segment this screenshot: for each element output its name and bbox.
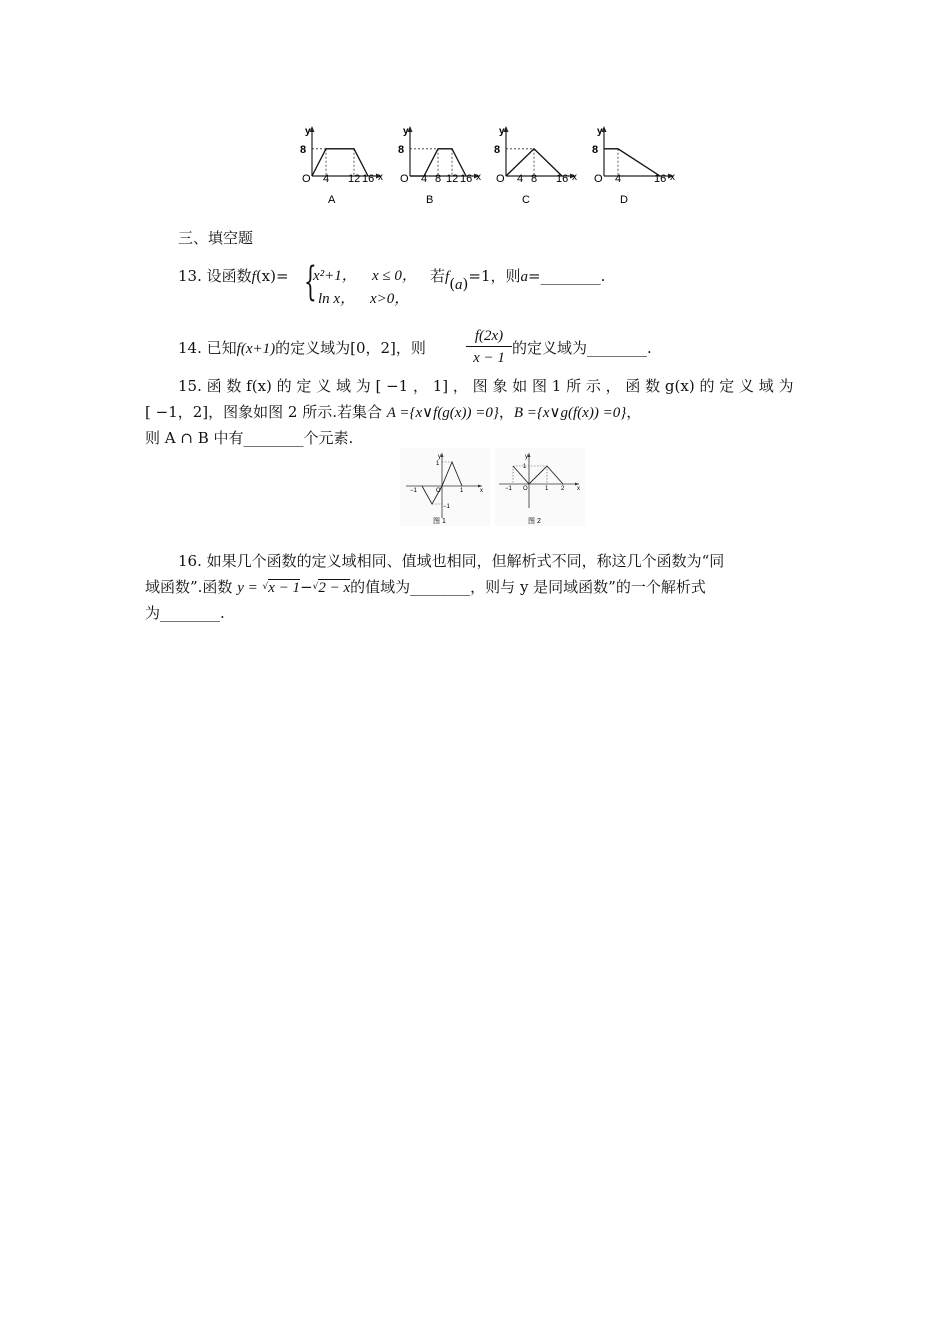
q14-pre: 已知 <box>206 339 237 357</box>
q16-root-index-2: √ <box>312 582 319 592</box>
q13-f2: f <box>445 269 450 285</box>
q15-end: ， <box>626 403 642 421</box>
q13-eq: = <box>276 267 289 285</box>
origin-label: O <box>496 173 505 185</box>
fig1-tick-neg1: −1 <box>410 488 417 494</box>
q13-blank: =________. <box>528 267 606 285</box>
fig2-tick-1: 1 <box>545 486 549 492</box>
q15-figure-2 <box>495 448 585 526</box>
q15-figure-1 <box>400 448 490 526</box>
y-label: y <box>305 126 311 137</box>
x-tick-4: 4 <box>421 173 428 185</box>
fig1-x-label: x <box>480 488 483 494</box>
option-label: C <box>522 194 530 206</box>
y-label: y <box>499 126 505 137</box>
x-tick-4: 4 <box>615 173 622 185</box>
q13-case2-expr: ln x， <box>318 291 356 307</box>
q16-line1: 16. 如果几个函数的定义域相同、值域也相同，但解析式不同，称这几个函数为“同 <box>178 552 725 570</box>
x-label: x <box>378 172 383 183</box>
q14-frac-num: f(2x) <box>466 326 512 347</box>
fig1-caption: 图 1 <box>433 518 446 525</box>
q14-mid1: 的定义域为 <box>275 339 351 357</box>
q13-mid: 若 <box>430 267 446 285</box>
option-label: D <box>620 194 628 206</box>
q14-stem <box>178 338 426 359</box>
q13-stem <box>178 266 289 287</box>
q14-interval: [0，2] <box>350 339 396 357</box>
graph-option-c <box>494 126 577 206</box>
fig2-ytick-1: 1 <box>523 464 527 470</box>
fig1-ytick-neg1: −1 <box>443 504 450 510</box>
q13-case1-expr: x²+1， <box>313 268 357 284</box>
y-tick-8: 8 <box>592 143 599 156</box>
q15-line3: 则 A ∩ B 中有________个元素. <box>145 429 354 447</box>
origin-label: O <box>594 173 603 185</box>
q16-root2: 2 − x <box>318 580 351 596</box>
q16-minus: − <box>300 578 313 596</box>
fig2-tick-2: 2 <box>561 486 565 492</box>
x-tick-4: 4 <box>323 173 330 185</box>
fig1-tick-1: 1 <box>460 488 464 494</box>
x-tick-8: 8 <box>435 173 442 185</box>
graph-curve <box>312 149 368 176</box>
q14-frac-den: x − 1 <box>473 350 505 366</box>
q14-mid2: ，则 <box>395 339 426 357</box>
fig2-origin: O <box>523 486 528 492</box>
fig2-x-label: x <box>577 486 580 492</box>
q13-arg: (x) <box>255 267 276 285</box>
q15-line2 <box>145 402 641 423</box>
q16-root-index-1: √ <box>262 582 269 592</box>
graph-curve <box>604 149 660 176</box>
q14-fraction <box>466 326 512 369</box>
q13-case2-cond: x>0， <box>370 291 410 307</box>
option-label: B <box>426 194 434 206</box>
q14-fx1: f(x+1) <box>236 341 276 357</box>
y-tick-8: 8 <box>494 143 501 156</box>
q16-line2 <box>145 577 706 598</box>
section-title: 三、填空题 <box>178 229 254 247</box>
x-tick-12: 12 <box>446 173 459 185</box>
q13-a: a <box>455 277 463 293</box>
q16-line2-post: 的值域为________，则与 y 是同域函数”的一个解析式 <box>350 578 706 596</box>
fig1-y-label: y <box>438 454 441 460</box>
q13-eq1: =1，则 <box>468 267 521 285</box>
q15-setB: B ={x∨g(f(x)) =0} <box>513 405 627 421</box>
q16-line2-pre: 域函数”.函数 <box>145 578 233 596</box>
x-label: x <box>670 172 675 183</box>
x-tick-16: 16 <box>460 173 473 185</box>
x-tick-12: 12 <box>348 173 361 185</box>
q15-comma: ， <box>498 403 514 421</box>
fig1-origin: O <box>436 488 441 494</box>
y-label: y <box>597 126 603 137</box>
x-label: x <box>476 172 481 183</box>
q13-number: 13. <box>178 267 202 285</box>
q13-tail: 若f(a)=1，则a=________. <box>430 267 606 293</box>
x-tick-4: 4 <box>517 173 524 185</box>
q13-brace: { <box>304 259 317 305</box>
y-label: y <box>403 126 409 137</box>
q14-number: 14. <box>178 339 202 357</box>
q14-tail: 的定义域为________. <box>512 339 652 357</box>
q13-avar: a <box>520 269 529 285</box>
x-tick-16: 16 <box>362 173 375 185</box>
fig2-tick-neg1: −1 <box>505 486 512 492</box>
x-label: x <box>572 172 577 183</box>
y-tick-8: 8 <box>398 143 405 156</box>
q15-line1: 15. 函 数 f(x) 的 定 义 域 为 [ −1 ， 1] ， 图 象 如 图 1 所 示 ， 函 数 g(x) 的 定 义 域 为 <box>178 377 794 395</box>
x-tick-16: 16 <box>556 173 569 185</box>
q15-setA: A ={x∨f(g(x)) =0} <box>386 405 499 421</box>
q13-case1-cond: x ≤ 0， <box>372 268 417 284</box>
fig2-caption: 图 2 <box>528 518 541 525</box>
graph-option-d <box>592 126 675 206</box>
fig1-background <box>400 448 490 526</box>
graph-option-b <box>398 126 481 206</box>
option-label: A <box>328 194 336 206</box>
q16-line3: 为________. <box>145 604 225 622</box>
graph-option-a <box>300 126 383 206</box>
origin-label: O <box>400 173 409 185</box>
y-tick-8: 8 <box>300 143 307 156</box>
q16-y-eq: y = <box>237 580 258 596</box>
q13-pre: 设函数 <box>206 267 252 285</box>
graph-options <box>290 118 700 213</box>
fig1-ytick-1: 1 <box>436 461 440 467</box>
q13-f: f <box>251 269 256 285</box>
x-tick-16: 16 <box>654 173 667 185</box>
fig2-y-label: y <box>525 454 528 460</box>
q16-root1: x − 1 <box>268 580 301 596</box>
q15-line2-text: [ −1，2]，图象如图 2 所示.若集合 <box>145 403 387 421</box>
x-tick-8: 8 <box>531 173 538 185</box>
origin-label: O <box>302 173 311 185</box>
